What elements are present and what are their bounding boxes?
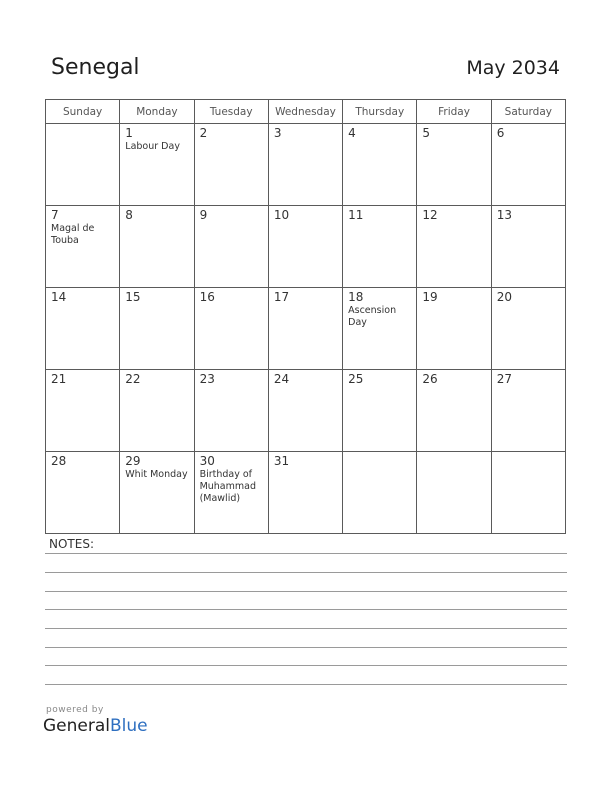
brand-part-general: General <box>43 716 110 736</box>
day-number: 28 <box>51 454 67 468</box>
day-cell <box>194 452 268 534</box>
holiday-label: Whit Monday <box>125 469 188 480</box>
day-cell <box>46 288 120 370</box>
day-number: 3 <box>273 126 282 140</box>
day-cell <box>343 124 417 206</box>
notes-line <box>45 647 567 648</box>
day-number: 5 <box>422 126 431 140</box>
weekday-header-row <box>46 100 566 124</box>
holiday-label: Ascension Day <box>348 305 397 328</box>
day-number: 7 <box>51 208 59 222</box>
notes-line <box>45 553 567 554</box>
day-cell <box>268 206 342 288</box>
day-number: 31 <box>273 454 290 468</box>
weekday-header: Saturday <box>491 100 565 124</box>
holiday-label: Birthday of Muhammad (Mawlid) <box>199 469 256 504</box>
day-cell <box>120 124 194 206</box>
day-cell <box>343 452 417 534</box>
day-cell <box>491 124 565 206</box>
notes-line <box>45 572 567 573</box>
day-cell <box>46 206 120 288</box>
notes-line <box>45 684 567 685</box>
day-number: 22 <box>125 372 141 386</box>
day-number: 27 <box>496 372 512 386</box>
day-number: 26 <box>422 372 438 386</box>
day-cell <box>46 452 120 534</box>
week-row <box>46 452 566 534</box>
day-cell <box>268 370 342 452</box>
day-cell <box>120 370 194 452</box>
day-number: 2 <box>199 126 208 140</box>
day-number: 30 <box>199 454 215 468</box>
day-cell <box>120 452 194 534</box>
week-row <box>46 124 566 206</box>
day-number: 9 <box>199 208 208 222</box>
day-number: 4 <box>348 126 356 140</box>
notes-line <box>45 665 567 666</box>
day-number: 14 <box>51 290 67 304</box>
day-cell <box>194 370 268 452</box>
notes-label: NOTES: <box>49 537 94 551</box>
day-number: 8 <box>125 208 133 222</box>
day-cell <box>268 124 342 206</box>
day-cell <box>417 288 491 370</box>
day-cell <box>417 370 491 452</box>
day-number: 25 <box>348 372 364 386</box>
day-number: 1 <box>125 126 133 140</box>
month-year-title: May 2034 <box>466 57 560 79</box>
day-number: 6 <box>496 126 505 140</box>
weekday-header: Friday <box>417 100 491 124</box>
day-cell <box>194 206 268 288</box>
day-cell <box>120 288 194 370</box>
day-number: 17 <box>273 290 290 304</box>
holiday-label: Magal de Touba <box>51 223 95 246</box>
weekday-header: Tuesday <box>194 100 268 124</box>
day-cell <box>491 288 565 370</box>
day-cell <box>268 288 342 370</box>
day-cell <box>46 370 120 452</box>
day-cell <box>343 370 417 452</box>
day-number: 19 <box>422 290 438 304</box>
notes-line <box>45 628 567 629</box>
day-number: 21 <box>51 372 67 386</box>
generalblue-logo <box>43 716 148 736</box>
day-cell <box>417 124 491 206</box>
country-title: Senegal <box>51 55 140 80</box>
brand-part-blue: Blue <box>110 716 148 736</box>
day-number: 11 <box>348 208 364 222</box>
day-cell <box>343 206 417 288</box>
day-number: 16 <box>199 290 215 304</box>
day-number: 10 <box>273 208 290 222</box>
weekday-header: Monday <box>120 100 194 124</box>
weekday-header: Thursday <box>343 100 417 124</box>
day-cell <box>194 124 268 206</box>
day-cell <box>46 124 120 206</box>
day-number: 18 <box>348 290 364 304</box>
day-number: 29 <box>125 454 141 468</box>
day-cell <box>343 288 417 370</box>
day-number: 12 <box>422 208 438 222</box>
day-number: 24 <box>273 372 290 386</box>
week-row <box>46 370 566 452</box>
day-number: 15 <box>125 290 141 304</box>
powered-by-label: powered by <box>46 705 104 715</box>
day-cell <box>491 206 565 288</box>
day-cell <box>491 452 565 534</box>
weekday-header: Sunday <box>46 100 120 124</box>
week-row <box>46 288 566 370</box>
day-cell <box>120 206 194 288</box>
day-cell <box>417 452 491 534</box>
day-number: 13 <box>496 208 512 222</box>
week-row <box>46 206 566 288</box>
day-cell <box>194 288 268 370</box>
day-number: 20 <box>496 290 512 304</box>
notes-line <box>45 591 567 592</box>
holiday-label: Labour Day <box>125 141 180 152</box>
weekday-header: Wednesday <box>268 100 342 124</box>
notes-line <box>45 609 567 610</box>
day-number: 23 <box>199 372 215 386</box>
calendar-grid <box>45 99 566 534</box>
day-cell <box>417 206 491 288</box>
day-cell <box>268 452 342 534</box>
day-cell <box>491 370 565 452</box>
